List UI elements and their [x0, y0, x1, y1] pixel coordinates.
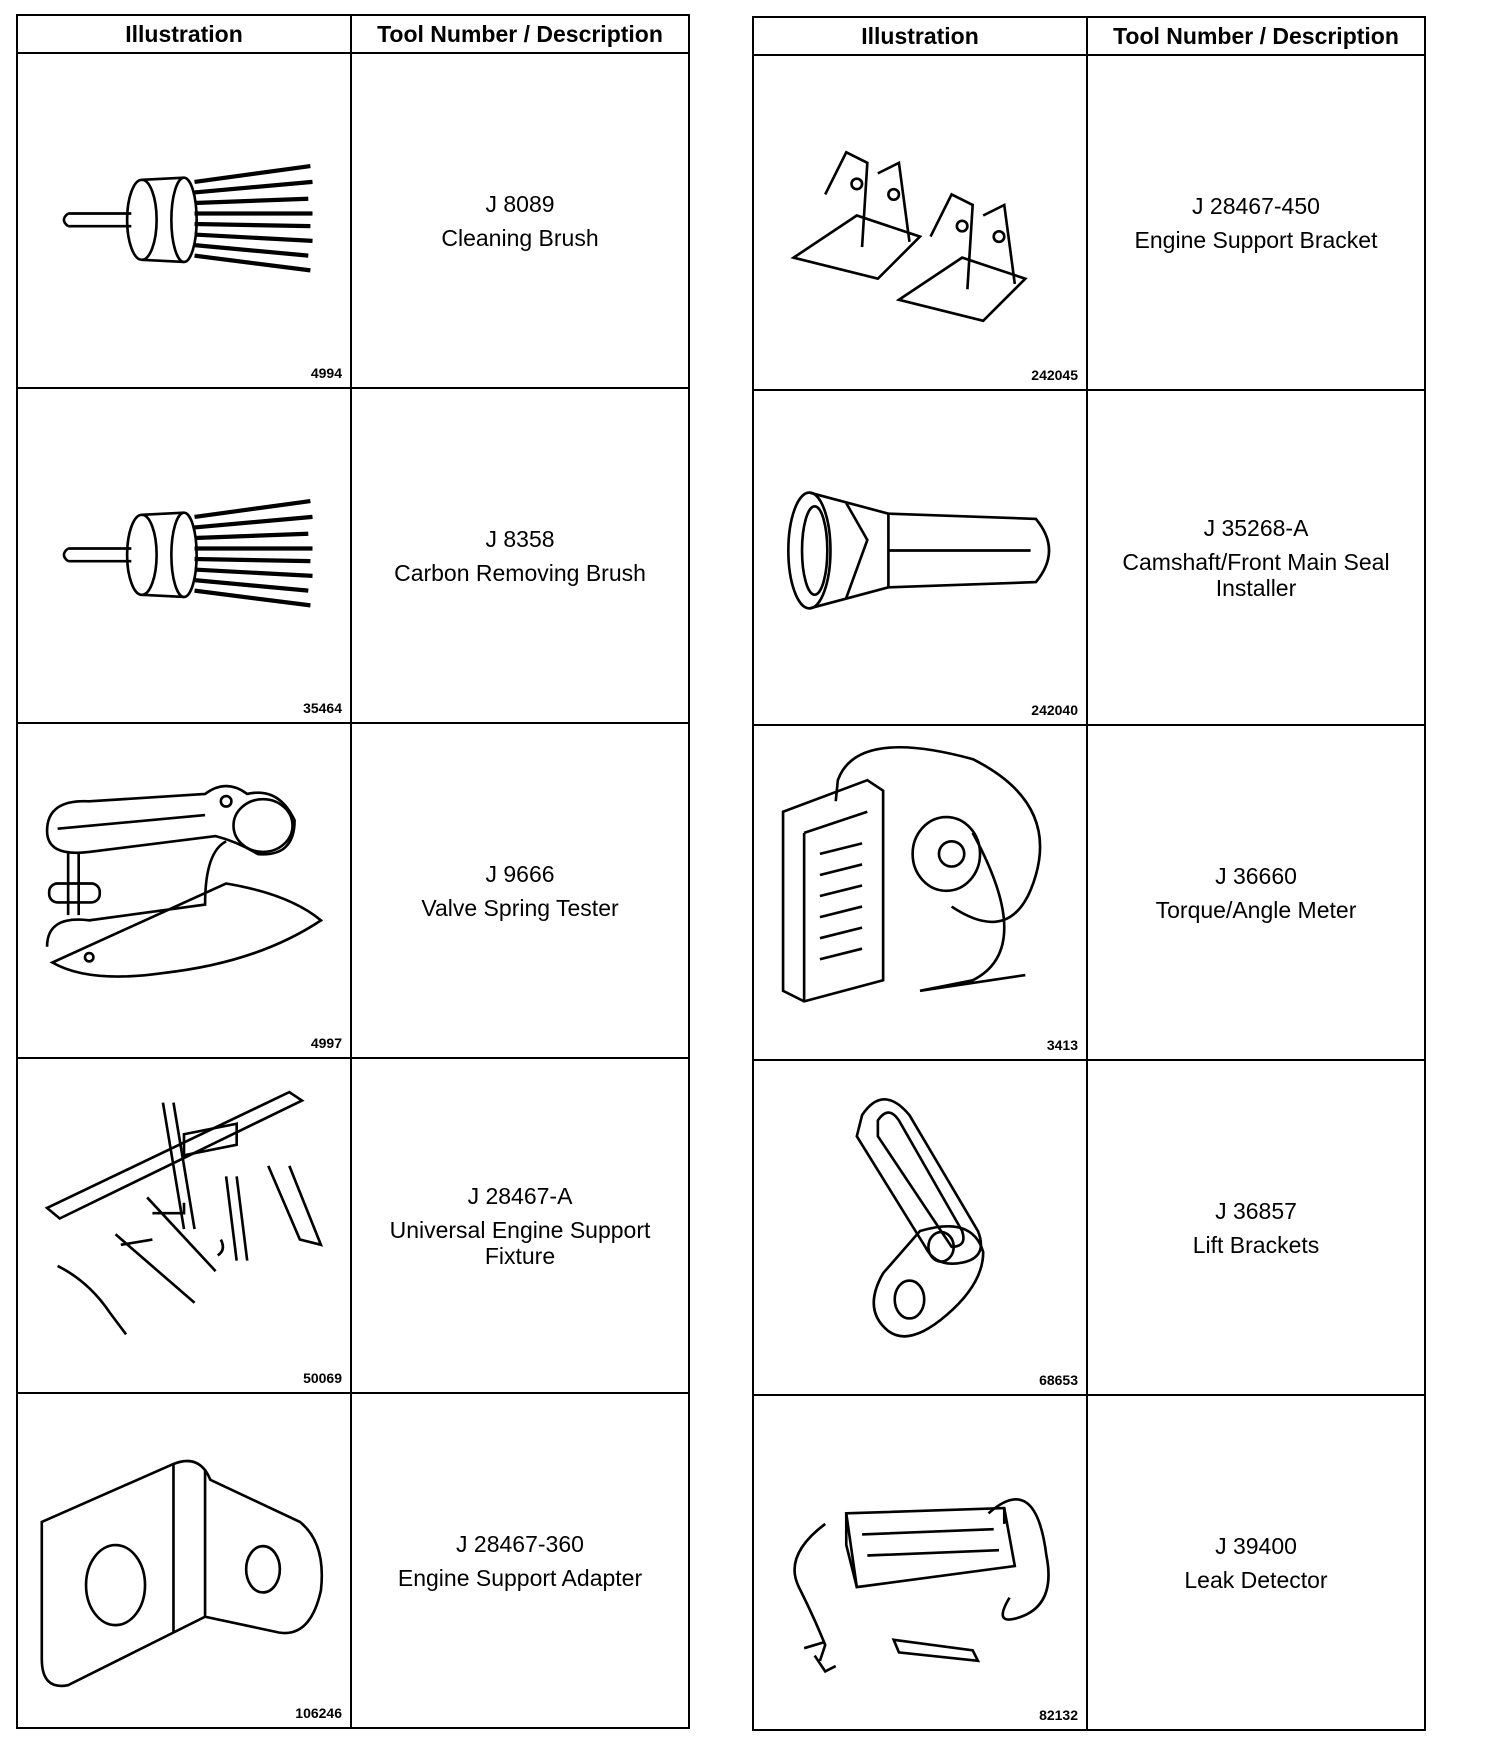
support-bracket-icon — [762, 66, 1078, 365]
description-cell — [1087, 725, 1425, 1060]
tool-description: Universal Engine Support Fixture — [389, 1216, 651, 1269]
table-row — [17, 723, 689, 1058]
right-tool-table — [752, 16, 1426, 1731]
figure-number: 106246 — [295, 1705, 342, 1721]
header-illustration: Illustration — [17, 15, 351, 53]
description-cell — [1087, 1395, 1425, 1730]
tool-description: Camshaft/Front Main Seal Installer — [1122, 548, 1390, 601]
description-cell — [1087, 1060, 1425, 1395]
left-tool-table — [16, 14, 690, 1729]
tool-description: Carbon Removing Brush — [394, 559, 646, 586]
tool-number: J 28467-A — [467, 1182, 573, 1209]
illustration-cell — [17, 1393, 351, 1728]
tool-description: Engine Support Adapter — [397, 1564, 643, 1591]
figure-number: 35464 — [303, 700, 342, 716]
valve-spring-tester-icon — [26, 734, 342, 1033]
tool-number: J 39400 — [1215, 1532, 1297, 1559]
table-row — [17, 53, 689, 388]
tool-number: J 36660 — [1215, 862, 1297, 889]
table-row — [753, 55, 1425, 390]
torque-angle-meter-icon — [762, 736, 1078, 1035]
description-cell — [351, 1393, 689, 1728]
tool-number: J 36857 — [1215, 1197, 1297, 1224]
header-illustration: Illustration — [753, 17, 1087, 55]
header-tool-number: Tool Number / Description — [1087, 17, 1425, 55]
wire-brush-icon — [26, 399, 342, 698]
table-row — [753, 1060, 1425, 1395]
table-row — [753, 725, 1425, 1060]
table-row — [17, 1393, 689, 1728]
lift-bracket-icon — [762, 1071, 1078, 1370]
table-row — [753, 390, 1425, 725]
figure-number: 4997 — [310, 1035, 342, 1051]
tool-description: Torque/Angle Meter — [1155, 896, 1357, 923]
figure-number: 82132 — [1039, 1707, 1078, 1723]
illustration-cell — [753, 55, 1087, 390]
support-adapter-icon — [26, 1404, 342, 1703]
illustration-cell — [753, 725, 1087, 1060]
table-header — [753, 17, 1425, 55]
description-cell — [351, 388, 689, 723]
figure-number: 242040 — [1031, 702, 1078, 718]
tool-number: J 8089 — [485, 190, 555, 217]
tool-number: J 8358 — [485, 525, 555, 552]
tool-number: J 9666 — [485, 860, 555, 887]
table-row — [17, 388, 689, 723]
description-cell — [351, 723, 689, 1058]
figure-number: 50069 — [303, 1370, 342, 1386]
figure-number: 68653 — [1039, 1372, 1078, 1388]
figure-number: 3413 — [1046, 1037, 1078, 1053]
leak-detector-icon — [762, 1406, 1078, 1705]
description-cell — [351, 53, 689, 388]
seal-installer-icon — [762, 401, 1078, 700]
illustration-cell — [17, 388, 351, 723]
tool-description: Cleaning Brush — [441, 224, 599, 251]
figure-number: 242045 — [1031, 367, 1078, 383]
illustration-cell — [17, 53, 351, 388]
description-cell — [1087, 55, 1425, 390]
header-tool-number: Tool Number / Description — [351, 15, 689, 53]
table-header — [17, 15, 689, 53]
description-cell — [351, 1058, 689, 1393]
tool-description: Leak Detector — [1184, 1566, 1328, 1593]
figure-number: 4994 — [310, 365, 342, 381]
tool-description: Lift Brackets — [1192, 1231, 1320, 1258]
table-row — [753, 1395, 1425, 1730]
tool-description: Engine Support Bracket — [1134, 226, 1378, 253]
tool-number: J 28467-360 — [456, 1530, 584, 1557]
tool-number: J 28467-450 — [1192, 192, 1320, 219]
illustration-cell — [753, 1395, 1087, 1730]
description-cell — [1087, 390, 1425, 725]
illustration-cell — [17, 1058, 351, 1393]
wire-brush-icon — [26, 64, 342, 363]
table-row — [17, 1058, 689, 1393]
illustration-cell — [753, 390, 1087, 725]
illustration-cell — [17, 723, 351, 1058]
tool-number: J 35268-A — [1203, 514, 1309, 541]
tool-description: Valve Spring Tester — [421, 894, 619, 921]
illustration-cell — [753, 1060, 1087, 1395]
engine-support-fixture-icon — [26, 1069, 342, 1368]
